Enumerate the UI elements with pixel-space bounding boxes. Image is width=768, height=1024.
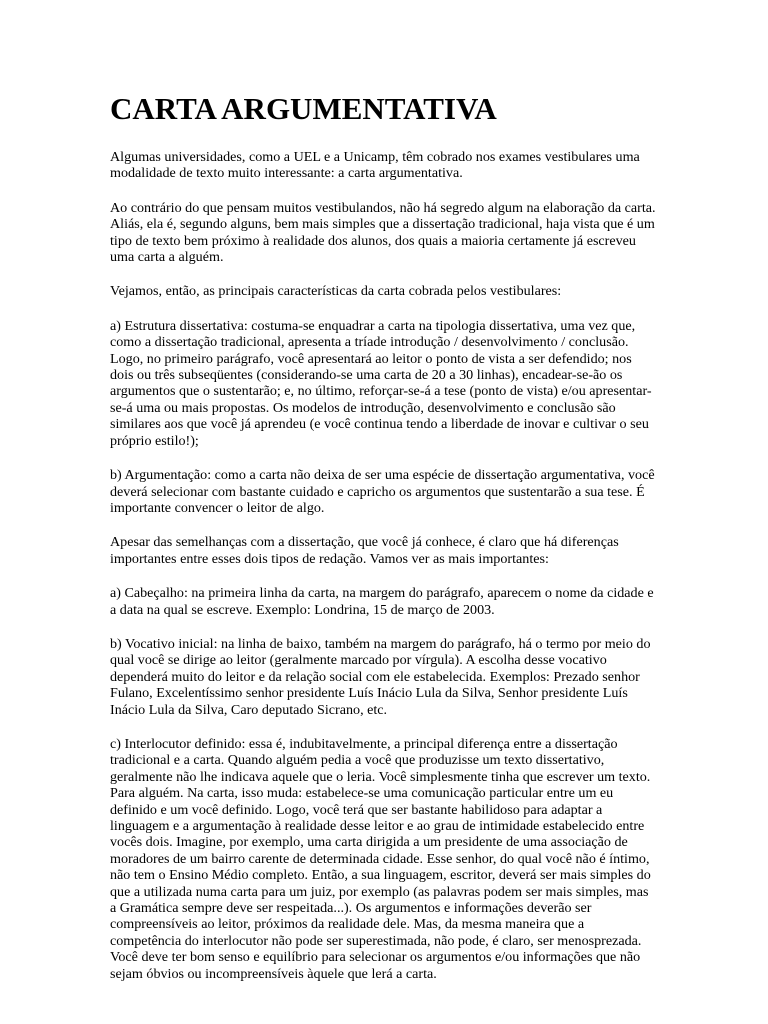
paragraph-intro: Algumas universidades, como a UEL e a Unicamp, têm cobrado nos exames vestibulares uma modalidade de texto muito interessante: a carta argumentativa.: [110, 149, 640, 182]
paragraph-characteristics-lead: Vejamos, então, as principais características da carta cobrada pelos vestibulares:: [110, 283, 562, 300]
document-title: CARTA ARGUMENTATIVA: [110, 91, 497, 126]
document-page: [110, 88, 658, 1000]
paragraph-differences-lead: Apesar das semelhanças com a dissertação, que você já conhece, é claro que há diferenças importantes entre esses dois tipos de redação. Vamos ver as mais importantes:: [110, 534, 619, 567]
paragraph-vocative: b) Vocativo inicial: na linha de baixo, também na margem do parágrafo, há o termo por meio do qual você se dirige ao leitor (geralmente marcado por vírgula). A escolha desse vocativo dependerá muito do leitor e da relação social com ele estabelecida. Exemplos: Prezado senhor Fulano, Excelentíssimo senhor presidente Luís Inácio Lula da Silva, Senhor presidente Luís Inácio Lula da Silva, Caro deputado Sicrano, etc.: [110, 635, 651, 718]
paragraph-context: Ao contrário do que pensam muitos vestibulandos, não há segredo algum na elaboração da carta. Aliás, ela é, segundo alguns, bem mais simples que a dissertação tradicional, haja vista que é um tipo de texto bem próximo à realidade dos alunos, dos quais a maioria certamente já escreveu uma carta a alguém.: [110, 199, 656, 266]
paragraph-argumentation: b) Argumentação: como a carta não deixa de ser uma espécie de dissertação argumentativa, você deverá selecionar com bastante cuidado e capricho os argumentos que sustentarão a sua tese. É importante convencer o leitor de algo.: [110, 467, 655, 516]
paragraph-header: a) Cabeçalho: na primeira linha da carta, na margem do parágrafo, aparecem o nome da cidade e a data na qual se escreve. Exemplo: Londrina, 15 de março de 2003.: [110, 585, 654, 618]
paragraph-structure: a) Estrutura dissertativa: costuma-se enquadrar a carta na tipologia dissertativa, uma vez que, como a dissertação tradicional, apresenta a tríade introdução / desenvolvimento / conclusão. Logo, no primeiro parágrafo, você apresentará ao leitor o ponto de vista a ser defendido; nos dois ou três subseqüentes (considerando-se uma carta de 20 a 30 linhas), encadear-se-ão os argumentos que o sustentarão; e, no último, reforçar-se-á a tese (ponto de vista) e/ou apresentar-se-á uma ou mais propostas. Os modelos de introdução, desenvolvimento e conclusão são similares aos que você já aprendeu (e você continua tendo a liberdade de inovar e cultivar o seu próprio estilo!);: [110, 317, 652, 449]
paragraph-interlocutor: c) Interlocutor definido: essa é, indubitavelmente, a principal diferença entre a dissertação tradicional e a carta. Quando alguém pedia a você que produzisse um texto dissertativo, geralmente não lhe indicava aquele que o leria. Você simplesmente tinha que escrever um texto. Para alguém. Na carta, isso muda: estabelece-se uma comunicação particular entre um eu definido e um você definido. Logo, você terá que ser bastante habilidoso para adaptar a linguagem e a argumentação à realidade desse leitor e ao grau de intimidade estabelecido entre vocês dois. Imagine, por exemplo, uma carta dirigida a um presidente de uma associação de moradores de um bairro carente de determinada cidade. Esse senhor, do qual você não é íntimo, não tem o Ensino Médio completo. Então, a sua linguagem, escritor, deverá ser mais simples do que a utilizada numa carta para um juiz, por exemplo (as palavras podem ser mais simples, mas a Gramática sempre deve ser respeitada...). Os argumentos e informações deverão ser compreensíveis ao leitor, próximos da realidade dele. Mas, da mesma maneira que a competência do interlocutor não pode ser superestimada, não pode, é claro, ser menosprezada. Você deve ter bom senso e equilíbrio para selecionar os argumentos e/ou informações que não sejam óbvios ou incompreensíveis àquele que lerá a carta.: [110, 735, 651, 982]
